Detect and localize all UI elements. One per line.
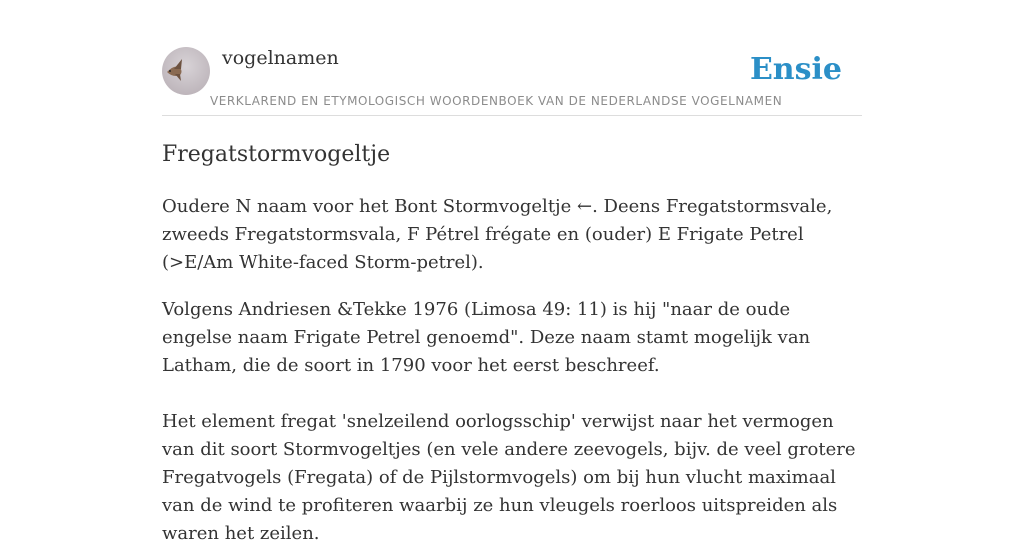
avatar[interactable] xyxy=(162,47,210,95)
entry-paragraph-1: Oudere N naam voor het Bont Stormvogeltje ←. Deens Fregatstormsvale, zweeds Fregatstormsvala, F Pétrel frégate en (ouder) E Frigate Petrel (>E/Am White-faced Storm-petrel). xyxy=(162,196,833,273)
bird-avatar-icon xyxy=(162,47,210,95)
entry-title: Fregatstormvogeltje xyxy=(162,142,391,167)
blog-tagline: VERKLAREND EN ETYMOLOGISCH WOORDENBOEK VAN DE NEDERLANDSE VOGELNAMEN xyxy=(210,94,783,108)
page-container xyxy=(162,0,862,548)
entry-paragraph-3: Het element fregat 'snelzeilend oorlogsschip' verwijst naar het vermogen van dit soort Stormvogeltjes (en vele andere zeevogels, bijv. de veel grotere Fregatvogels (Fregata) of de Pijlstormvogels) om bij hun vlucht maximaal van de wind te profiteren waarbij ze hun vleugels roerloos uitspreiden als waren het zeilen. xyxy=(162,411,856,544)
entry-paragraph-2: Volgens Andriesen &Tekke 1976 (Limosa 49: 11) is hij "naar de oude engelse naam Frigate Petrel genoemd". Deze naam stamt mogelijk van Latham, die de soort in 1790 voor het eerst beschreef. xyxy=(162,299,811,376)
blog-header xyxy=(162,0,862,116)
blog-name-link[interactable]: vogelnamen xyxy=(222,47,339,69)
ensie-logo[interactable]: Ensie xyxy=(749,52,842,87)
